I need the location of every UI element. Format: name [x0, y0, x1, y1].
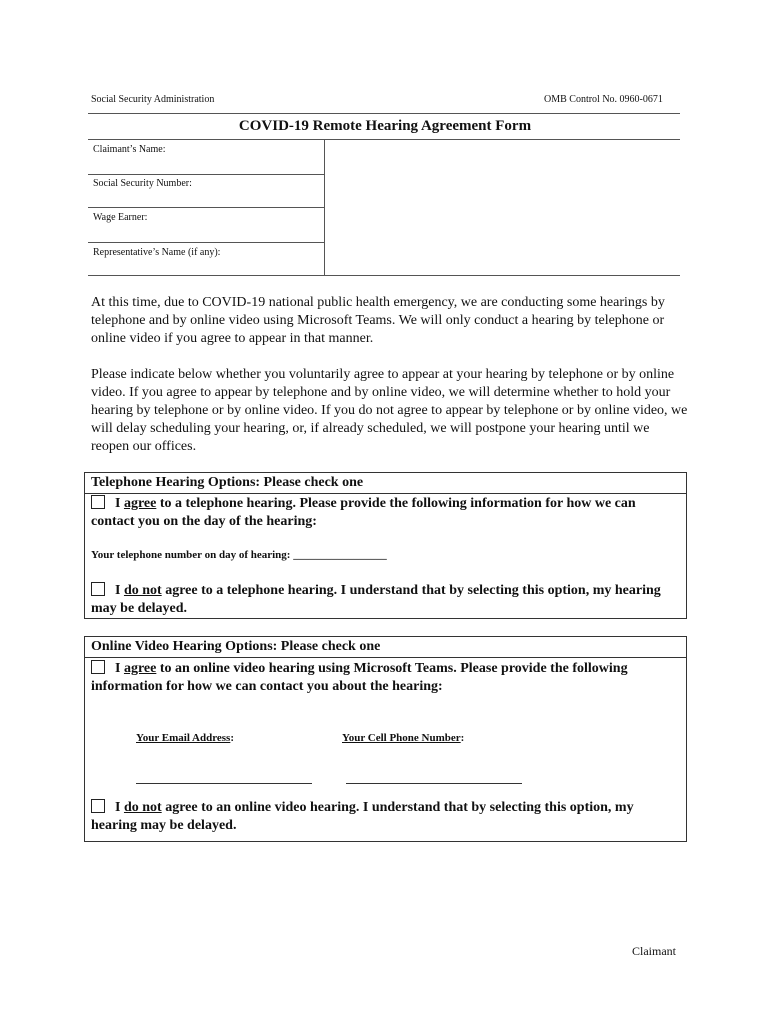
intro-paragraph: At this time, due to COVID-19 national public health emergency, we are conducting some hearings by telephone and by online video using Microsoft Teams. We will only conduct a hearing by telephone or online video if you agree to appear in that manner. [91, 295, 665, 346]
telephone-agree-checkbox[interactable] [91, 495, 105, 509]
header-rule [88, 113, 680, 114]
ssn-field[interactable] [88, 178, 324, 207]
email-label-text: Your Email Address [136, 732, 231, 744]
telephone-number-field[interactable]: Your telephone number on day of hearing: _________________ [91, 549, 387, 561]
claimant-name-label: Claimant’s Name: [93, 144, 166, 155]
label-colon: : [230, 732, 235, 744]
telephone-options-heading: Telephone Hearing Options: Please check one [85, 473, 686, 494]
representative-field[interactable] [88, 247, 324, 275]
representative-label: Representative’s Name (if any): [93, 247, 221, 258]
agency-name: Social Security Administration [91, 94, 215, 105]
fields-bottom-rule [88, 275, 680, 276]
cell-phone-input-line[interactable] [346, 783, 522, 784]
form-title: COVID-19 Remote Hearing Agreement Form [238, 118, 532, 134]
telephone-disagree-checkbox[interactable] [91, 582, 105, 596]
fields-vertical-divider [324, 139, 325, 275]
video-agree-checkbox[interactable] [91, 660, 105, 674]
field-divider [88, 207, 325, 208]
video-options-heading: Online Video Hearing Options: Please check one [85, 637, 686, 658]
title-rule [88, 139, 680, 140]
video-disagree-option[interactable] [91, 799, 681, 835]
video-agree-option[interactable] [91, 660, 681, 696]
field-divider [88, 242, 325, 243]
option-text: I [115, 661, 124, 676]
claimant-footer-label: Claimant [632, 944, 676, 958]
omb-control-number: OMB Control No. 0960-0671 [544, 94, 663, 105]
option-text: agree to a telephone hearing. I understand that by selecting this option, my hearing may be delayed. [91, 583, 661, 616]
option-text: to a telephone hearing. Please provide the following information for how we can contact you on the day of the hearing: [91, 496, 636, 529]
wage-earner-field[interactable] [88, 212, 324, 242]
option-text: I [115, 800, 124, 815]
option-emphasis: do not [123, 583, 162, 598]
option-text: I [115, 496, 124, 511]
field-divider [88, 174, 325, 175]
video-disagree-checkbox[interactable] [91, 799, 105, 813]
option-text: I [115, 583, 124, 598]
cell-phone-label-text: Your Cell Phone Number [342, 732, 461, 744]
option-emphasis: do not [123, 800, 162, 815]
option-emphasis: agree [123, 661, 157, 676]
email-input-line[interactable] [136, 783, 312, 784]
wage-earner-label: Wage Earner: [93, 212, 148, 223]
option-emphasis: agree [123, 496, 157, 511]
cell-phone-label [342, 732, 464, 744]
instructions-paragraph: Please indicate below whether you voluntarily agree to appear at your hearing by telephone or by online video. If you agree to appear by telephone and by online video, we will determine whether to hold your hearing by telephone or by online video. If you do not agree to appear by telephone or by online video, we will delay scheduling your hearing, or, if already scheduled, we will postpone your hearing until we reopen our offices. [91, 367, 688, 454]
telephone-disagree-option[interactable] [91, 582, 681, 618]
ssn-label: Social Security Number: [93, 178, 192, 189]
claimant-name-field[interactable] [88, 144, 324, 174]
label-colon: : [460, 732, 465, 744]
telephone-agree-option[interactable] [91, 495, 681, 531]
email-label [136, 732, 234, 744]
option-text: to an online video hearing using Microsoft Teams. Please provide the following information for how we can contact you about the hearing: [91, 661, 628, 694]
option-text: agree to an online video hearing. I understand that by selecting this option, my hearing may be delayed. [91, 800, 634, 833]
